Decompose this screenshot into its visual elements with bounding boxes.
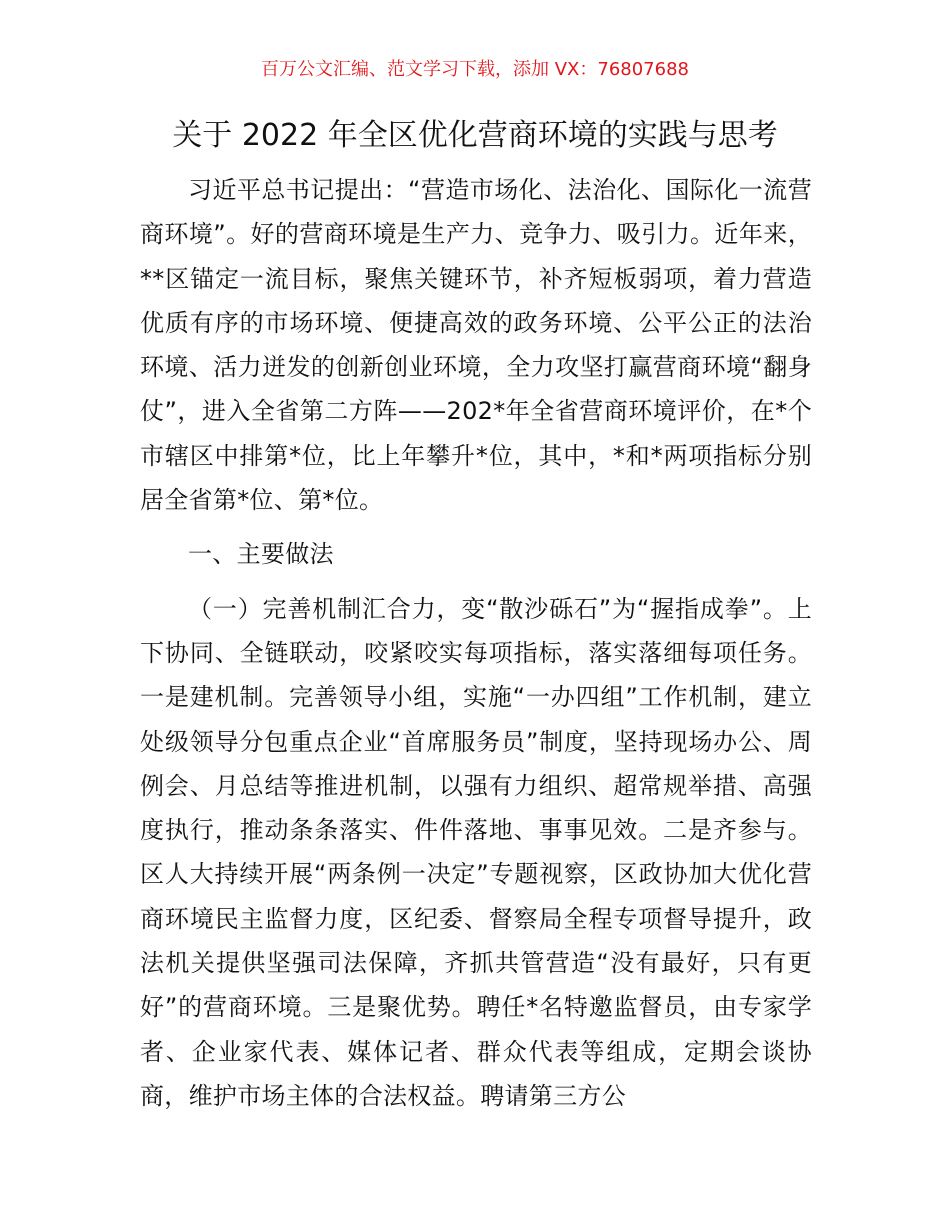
section-paragraph: （一）完善机制汇合力，变“散沙砾石”为“握指成拳”。上下协同、全链联动，咬紧咬实每项指标，落实落细每项任务。一是建机制。完善领导小组，实施“一办四组”工作机制，建立处级领导分包重点企业“首席服务员”制度，坚持现场办公、周例会、月总结等推进机制，以强有力组织、超常规举措、高强度执行，推动条条落实、件件落地、事事见效。二是齐参与。区人大持续开展“两条例一决定”专题视察，区政协加大优化营商环境民主监督力度，区纪委、督察局全程专项督导提升，政法机关提供坚强司法保障，齐抓共管营造“没有最好，只有更好”的营商环境。三是聚优势。聘任*名特邀监督员，由专家学者、企业家代表、媒体记者、群众代表等组成，定期会谈协商，维护市场主体的合法权益。聘请第三方公 [140,594,812,1110]
section-heading: 一、主要做法 [188,540,334,569]
document-title: 关于 2022 年全区优化营商环境的实践与思考 [172,118,778,153]
download-banner: 百万公文汇编、范文学习下载，添加 VX：76807688 [261,59,689,80]
intro-paragraph: 习近平总书记提出：“营造市场化、法治化、国际化一流营商环境”。好的营商环境是生产力、竞争力、吸引力。近年来，**区锚定一流目标，聚焦关键环节，补齐短板弱项，着力营造优质有序的市场环境、便捷高效的政务环境、公平公正的法治环境、活力迸发的创新创业环境，全力攻坚打赢营商环境“翻身仗”，进入全省第二方阵——202*年全省营商环境评价，在*个市辖区中排第*位，比上年攀升*位，其中，*和*两项指标分别居全省第*位、第*位。 [140,176,812,515]
document-body [140,168,812,1118]
